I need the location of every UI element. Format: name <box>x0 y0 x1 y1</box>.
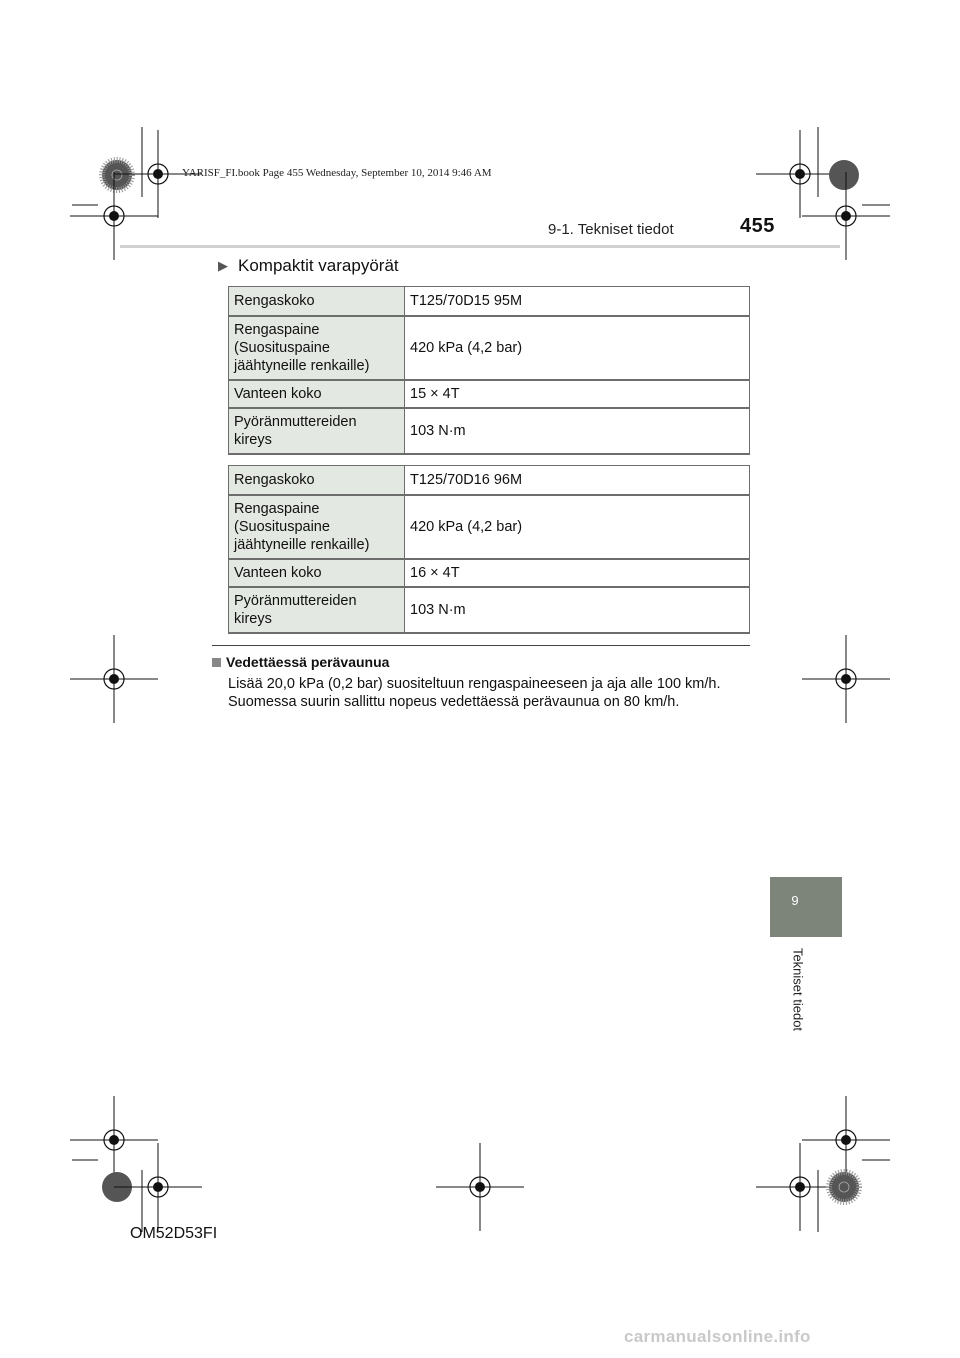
row-label: Pyöränmuttereiden kireys <box>229 587 405 633</box>
crosshair-mark-icon <box>436 1143 524 1231</box>
row-label: Vanteen koko <box>229 559 405 587</box>
row-value: 420 kPa (4,2 bar) <box>405 495 750 559</box>
table-row <box>229 466 750 495</box>
crosshair-mark-icon <box>802 635 890 723</box>
row-value: T125/70D15 95M <box>405 287 750 316</box>
note-body <box>228 675 721 711</box>
row-value: 16 × 4T <box>405 559 750 587</box>
crosshair-mark-icon <box>802 1096 890 1184</box>
sunburst-mark-icon <box>102 160 132 190</box>
row-label: Pyöränmuttereiden kireys <box>229 408 405 454</box>
table-row <box>229 287 750 316</box>
crosshair-mark-icon <box>70 1096 158 1184</box>
spec-table-16 <box>228 465 750 634</box>
subheading <box>218 256 399 276</box>
row-label: Rengaspaine (Suosituspaine jäähtyneille renkaille) <box>229 316 405 380</box>
triangle-bullet-icon: ▶ <box>218 258 228 273</box>
table-row <box>229 316 750 380</box>
watermark: carmanualsonline.info <box>624 1327 811 1346</box>
sunburst-mark-icon <box>829 1172 859 1202</box>
note-title: Vedettäessä perävaunua <box>226 654 390 670</box>
chapter-label: Tekniset tiedot <box>790 947 806 1032</box>
table-row <box>229 587 750 633</box>
header-divider <box>120 245 840 248</box>
row-label: Rengaspaine (Suosituspaine jäähtyneille renkaille) <box>229 495 405 559</box>
crosshair-mark-icon <box>70 635 158 723</box>
crosshair-mark-icon <box>114 1143 202 1231</box>
table-row <box>229 495 750 559</box>
table-row <box>229 380 750 408</box>
chapter-number: 9 <box>791 893 799 908</box>
square-bullet-icon <box>212 658 221 667</box>
row-label: Rengaskoko <box>229 466 405 495</box>
table-row <box>229 559 750 587</box>
note-heading <box>212 654 389 670</box>
row-value: 15 × 4T <box>405 380 750 408</box>
table-row <box>229 408 750 454</box>
page-number: 455 <box>740 215 775 237</box>
book-info-line: YARISF_FI.book Page 455 Wednesday, September 10, 2014 9:46 AM <box>182 167 492 179</box>
note-line: Lisää 20,0 kPa (0,2 bar) suositeltuun rengaspaineeseen ja aja alle 100 km/h. <box>228 676 721 692</box>
spec-table-15 <box>228 286 750 455</box>
row-value: 420 kPa (4,2 bar) <box>405 316 750 380</box>
section-divider <box>212 645 750 646</box>
row-value: T125/70D16 96M <box>405 466 750 495</box>
subheading-text: Kompaktit varapyörät <box>238 256 399 275</box>
solid-mark-icon <box>829 160 859 190</box>
row-label: Rengaskoko <box>229 287 405 316</box>
row-value: 103 N·m <box>405 408 750 454</box>
note-line: Suomessa suurin sallittu nopeus vedettäessä perävaunua on 80 km/h. <box>228 694 680 710</box>
section-title: 9-1. Tekniset tiedot <box>548 221 674 238</box>
document-code: OM52D53FI <box>130 1225 218 1242</box>
row-label: Vanteen koko <box>229 380 405 408</box>
row-value: 103 N·m <box>405 587 750 633</box>
